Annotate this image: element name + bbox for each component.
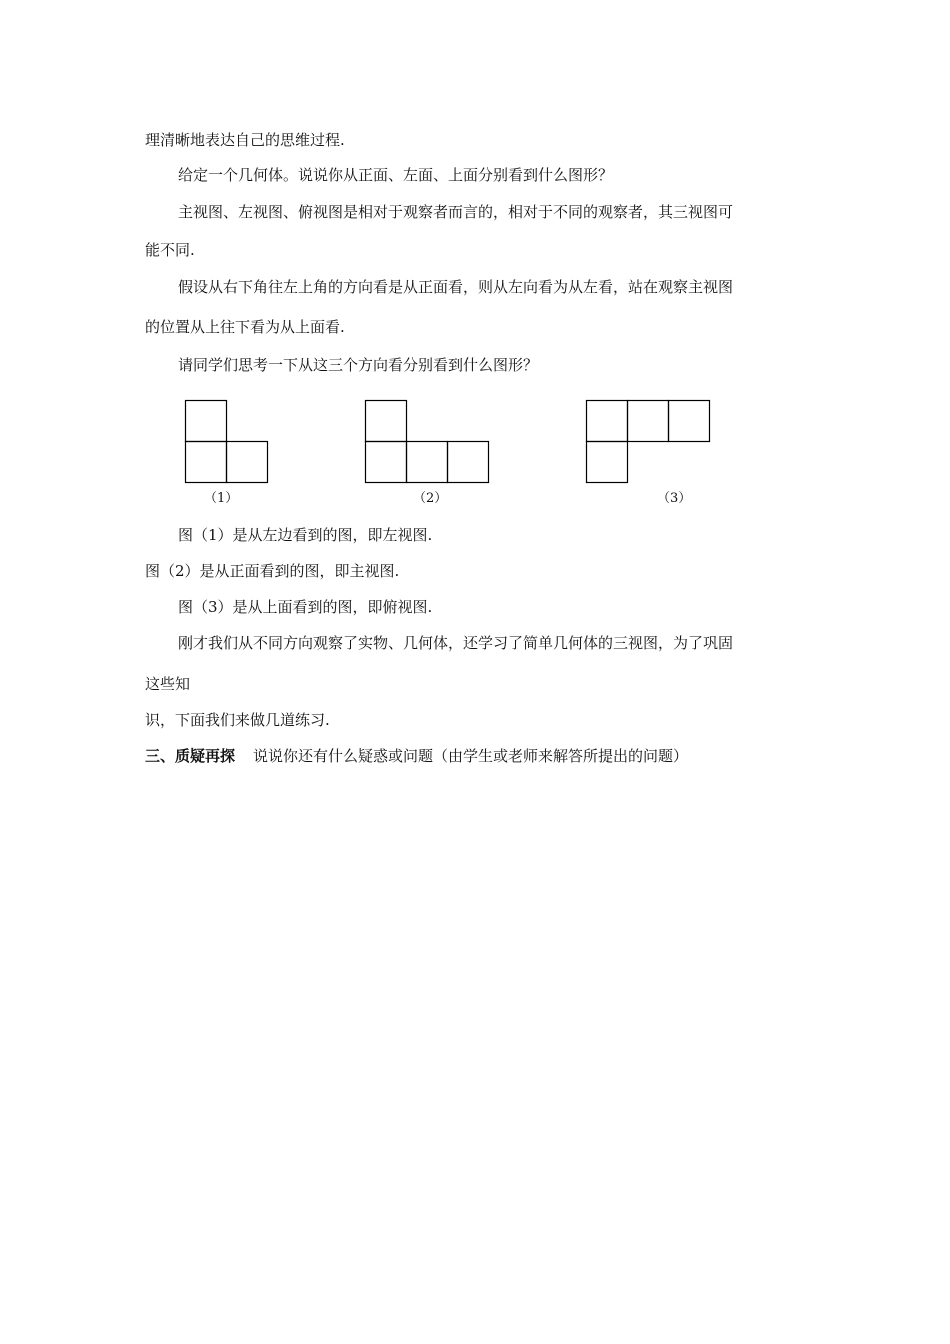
- figure-3-square: [587, 401, 628, 442]
- figure-2-square: [366, 401, 407, 442]
- paragraph-line: 能不同.: [145, 241, 195, 259]
- figure-2-square: [407, 442, 448, 483]
- figure-3-caption: （3）: [657, 491, 692, 506]
- figure-1-caption: （1）: [204, 491, 239, 506]
- paragraph-line: 理清晰地表达自己的思维过程.: [145, 131, 345, 149]
- figure-2-caption: （2）: [413, 491, 448, 506]
- figure-3-square: [628, 401, 669, 442]
- section-3-heading: 三、质疑再探: [145, 747, 236, 765]
- section-3-line: [145, 746, 688, 766]
- paragraph-line: 的位置从上往下看为从上面看.: [145, 318, 345, 336]
- figure-2-square: [448, 442, 489, 483]
- figure-1-square: [186, 401, 227, 442]
- figure-1-left-view: [185, 400, 270, 485]
- paragraph-line: 给定一个几何体。说说你从正面、左面、上面分别看到什么图形？: [178, 166, 614, 184]
- figure-3-square: [587, 442, 628, 483]
- paragraph-line: 主视图、左视图、俯视图是相对于观察者而言的，相对于不同的观察者，其三视图可: [178, 203, 734, 221]
- paragraph-line: 识，下面我们来做几道练习.: [145, 711, 330, 729]
- section-3-text: 说说你还有什么疑惑或问题（由学生或老师来解答所提出的问题）: [253, 747, 689, 765]
- paragraph-line: 图（3）是从上面看到的图，即俯视图.: [178, 598, 433, 616]
- figure-2-front-view: [365, 400, 492, 485]
- figure-2-square: [366, 442, 407, 483]
- paragraph-line: 图（2）是从正面看到的图，即主视图.: [145, 562, 400, 580]
- figure-1-square: [186, 442, 227, 483]
- paragraph-line: 这些知: [145, 675, 191, 693]
- figure-3-top-view: [586, 400, 713, 485]
- paragraph-line: 假设从右下角往左上角的方向看是从正面看，则从左向看为从左看，站在观察主视图: [178, 278, 734, 296]
- figure-1-square: [227, 442, 268, 483]
- paragraph-line: 图（1）是从左边看到的图，即左视图.: [178, 526, 433, 544]
- paragraph-line: 刚才我们从不同方向观察了实物、几何体，还学习了简单几何体的三视图，为了巩固: [178, 634, 734, 652]
- paragraph-line: 请同学们思考一下从这三个方向看分别看到什么图形？: [178, 356, 539, 374]
- figure-3-square: [669, 401, 710, 442]
